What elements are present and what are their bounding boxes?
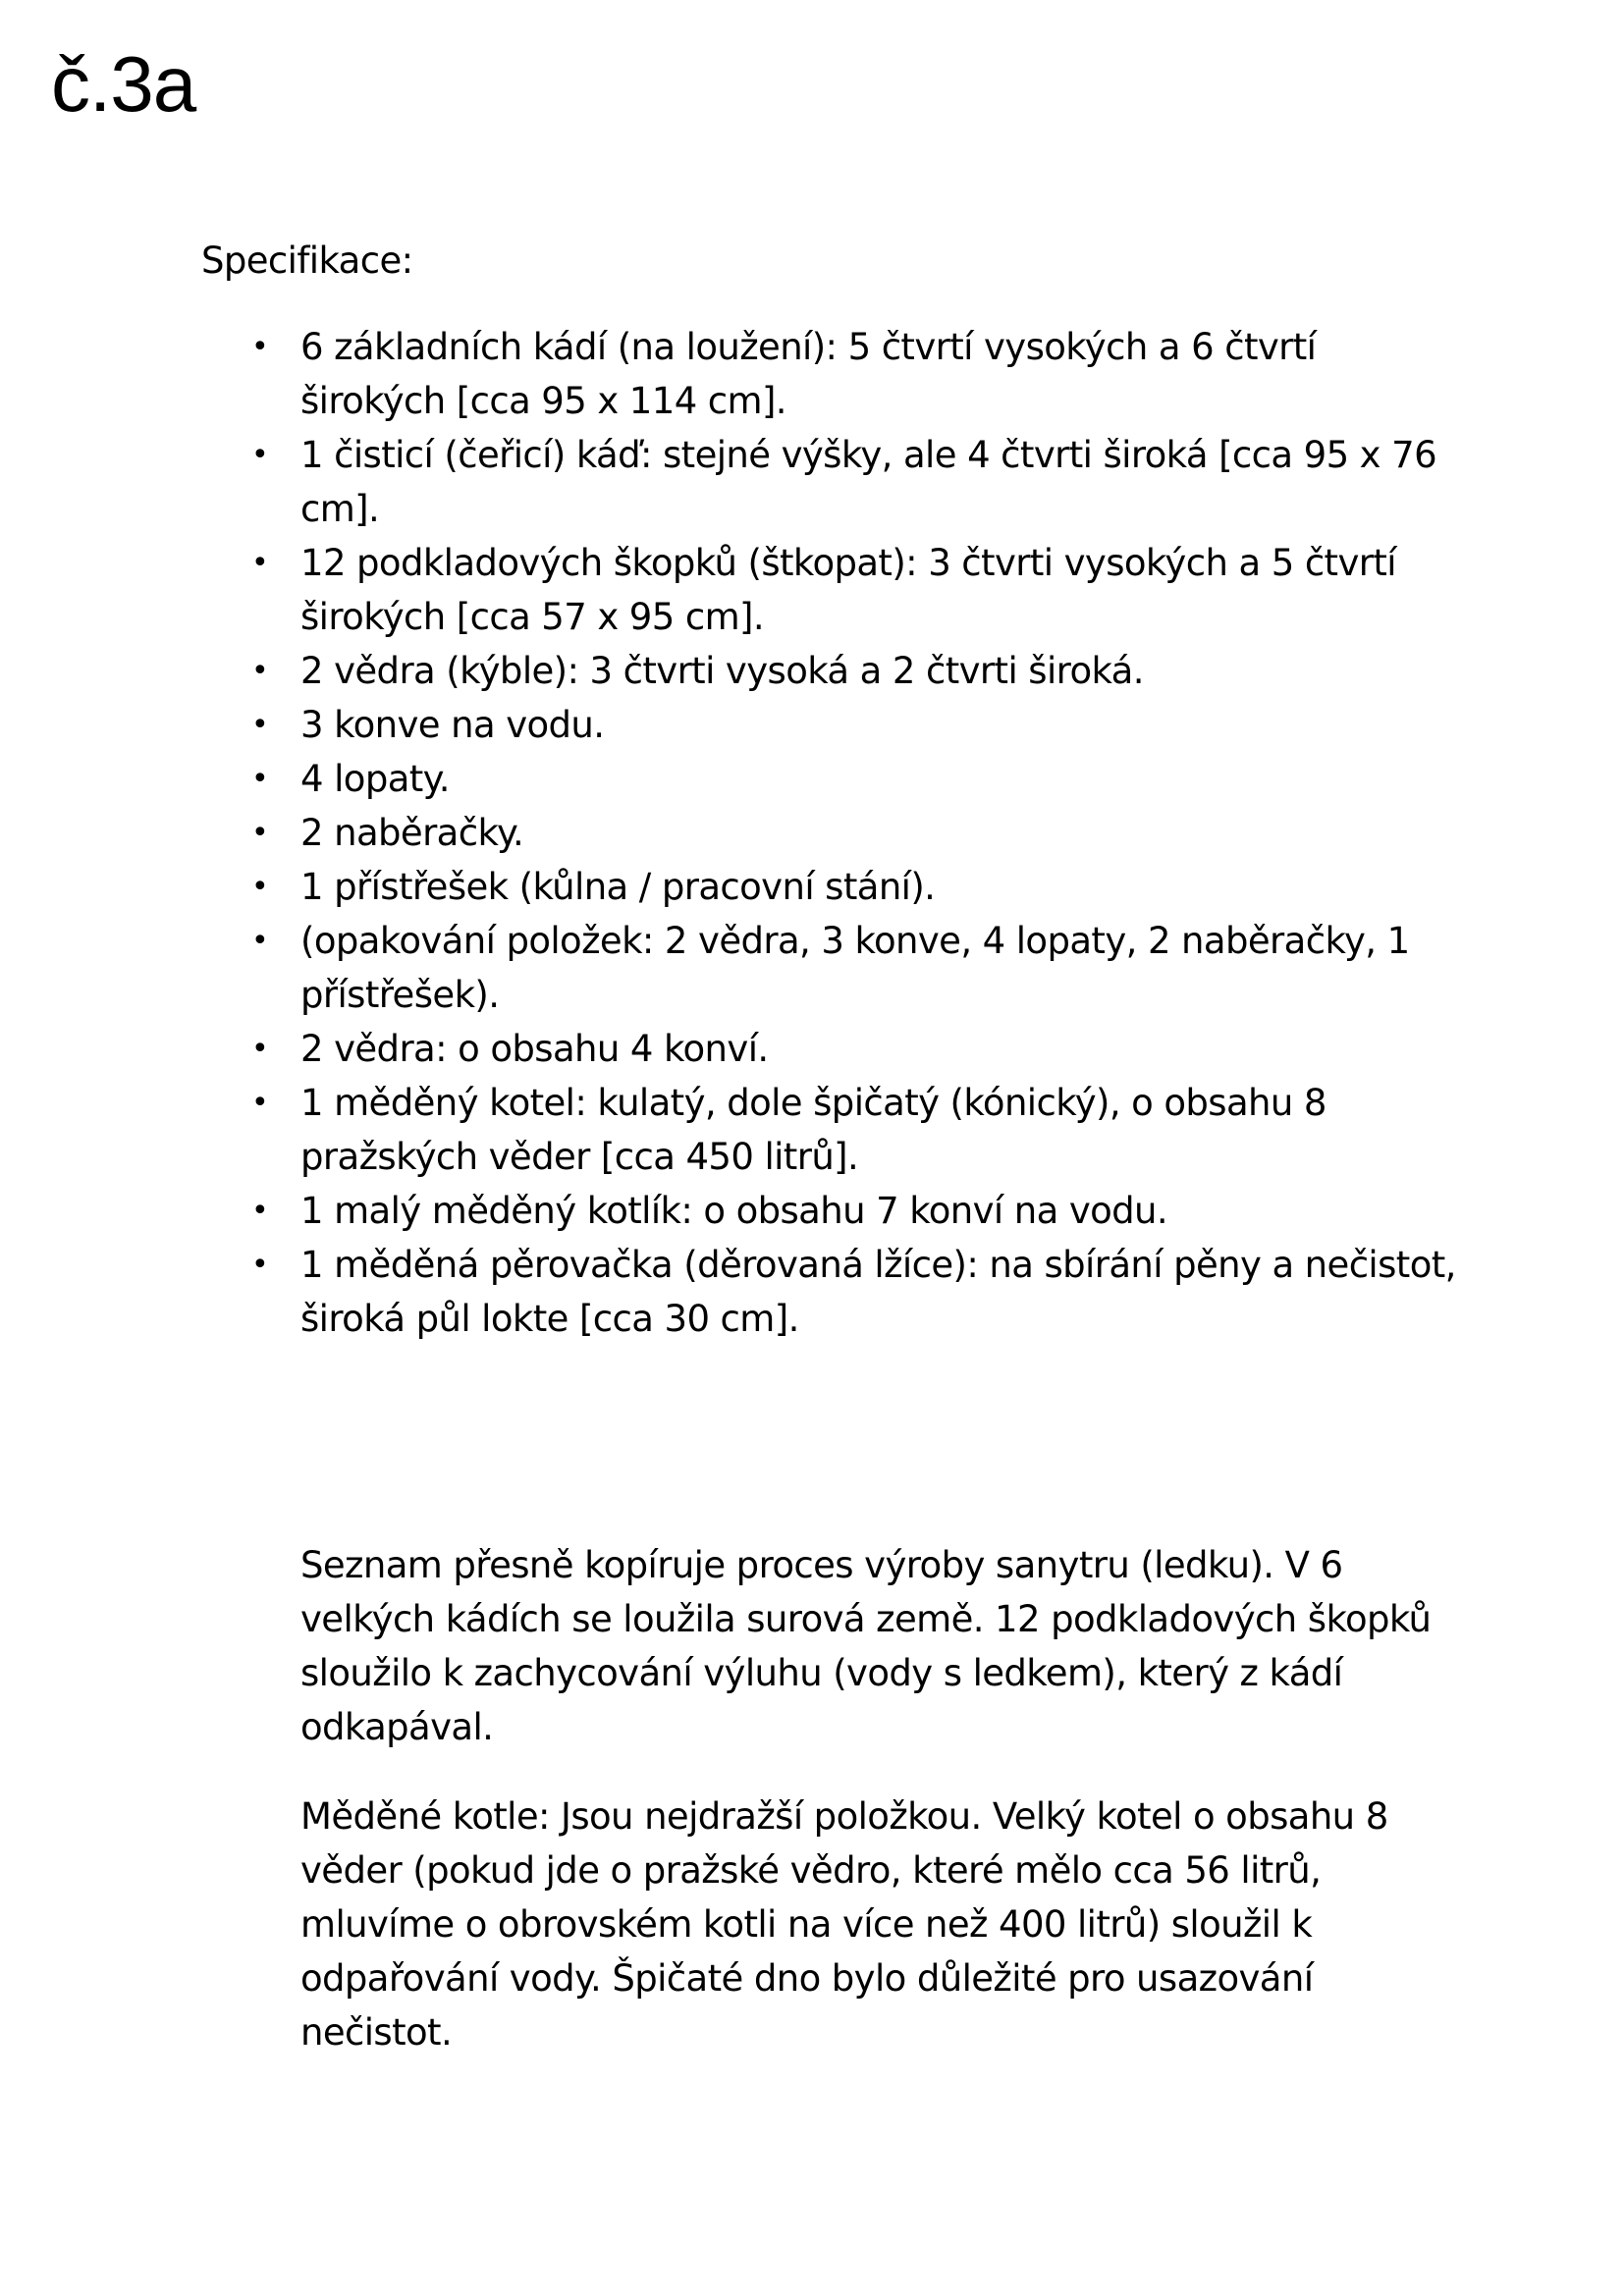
note-paragraph-copper-kettles: Měděné kotle: Jsou nejdražší položkou. Velký kotel o obsahu 8 věder (pokud jde o pražské vědro, které mělo cca 56 litrů, mluvíme o obrovském kotli na více než 400 litrů) sloužil k odpařování vody. Špičaté dno bylo důležité pro usazování nečistot. [300, 1795, 1388, 2054]
list-item: • 4 lopaty. [300, 752, 1464, 806]
list-item: • 6 základních kádí (na loužení): 5 čtvrtí vysokých a 6 čtvrtí širokých [cca 95 x 114 cm]. [300, 320, 1464, 428]
notes-section [300, 1538, 1459, 2095]
list-item: • 1 měděný kotel: kulatý, dole špičatý (kónický), o obsahu 8 pražských věder [cca 450 litrů]. [300, 1076, 1464, 1184]
list-item: • 3 konve na vodu. [300, 698, 1464, 752]
list-item: • 1 přístřešek (kůlna / pracovní stání). [300, 860, 1464, 914]
document-number: č.3a [51, 40, 196, 128]
list-item: • 2 vědra: o obsahu 4 konví. [300, 1022, 1464, 1076]
list-item: • 2 vědra (kýble): 3 čtvrti vysoká a 2 čtvrti široká. [300, 644, 1464, 698]
note-paragraph-process: Seznam přesně kopíruje proces výroby sanytru (ledku). V 6 velkých kádích se loužila surová země. 12 podkladových škopků sloužilo k zachycování výluhu (vody s ledkem), který z kádí odkapával. [300, 1544, 1432, 1748]
list-item: • 12 podkladových škopků (štkopat): 3 čtvrti vysokých a 5 čtvrtí širokých [cca 57 x 95 cm]. [300, 536, 1464, 644]
list-item: • 2 naběračky. [300, 806, 1464, 860]
specification-list [201, 320, 1464, 1346]
specification-heading: Specifikace: [201, 240, 413, 282]
specification-section [201, 234, 1458, 1346]
list-item: • 1 čisticí (čeřicí) káď: stejné výšky, ale 4 čtvrti široká [cca 95 x 76 cm]. [300, 428, 1464, 536]
list-item: • (opakování položek: 2 vědra, 3 konve, 4 lopaty, 2 naběračky, 1 přístřešek). [300, 914, 1464, 1022]
list-item: • 1 malý měděný kotlík: o obsahu 7 konví na vodu. [300, 1184, 1464, 1238]
list-item: • 1 měděná pěrovačka (děrovaná lžíce): na sbírání pěny a nečistot, široká půl lokte [cca 30 cm]. [300, 1238, 1464, 1346]
